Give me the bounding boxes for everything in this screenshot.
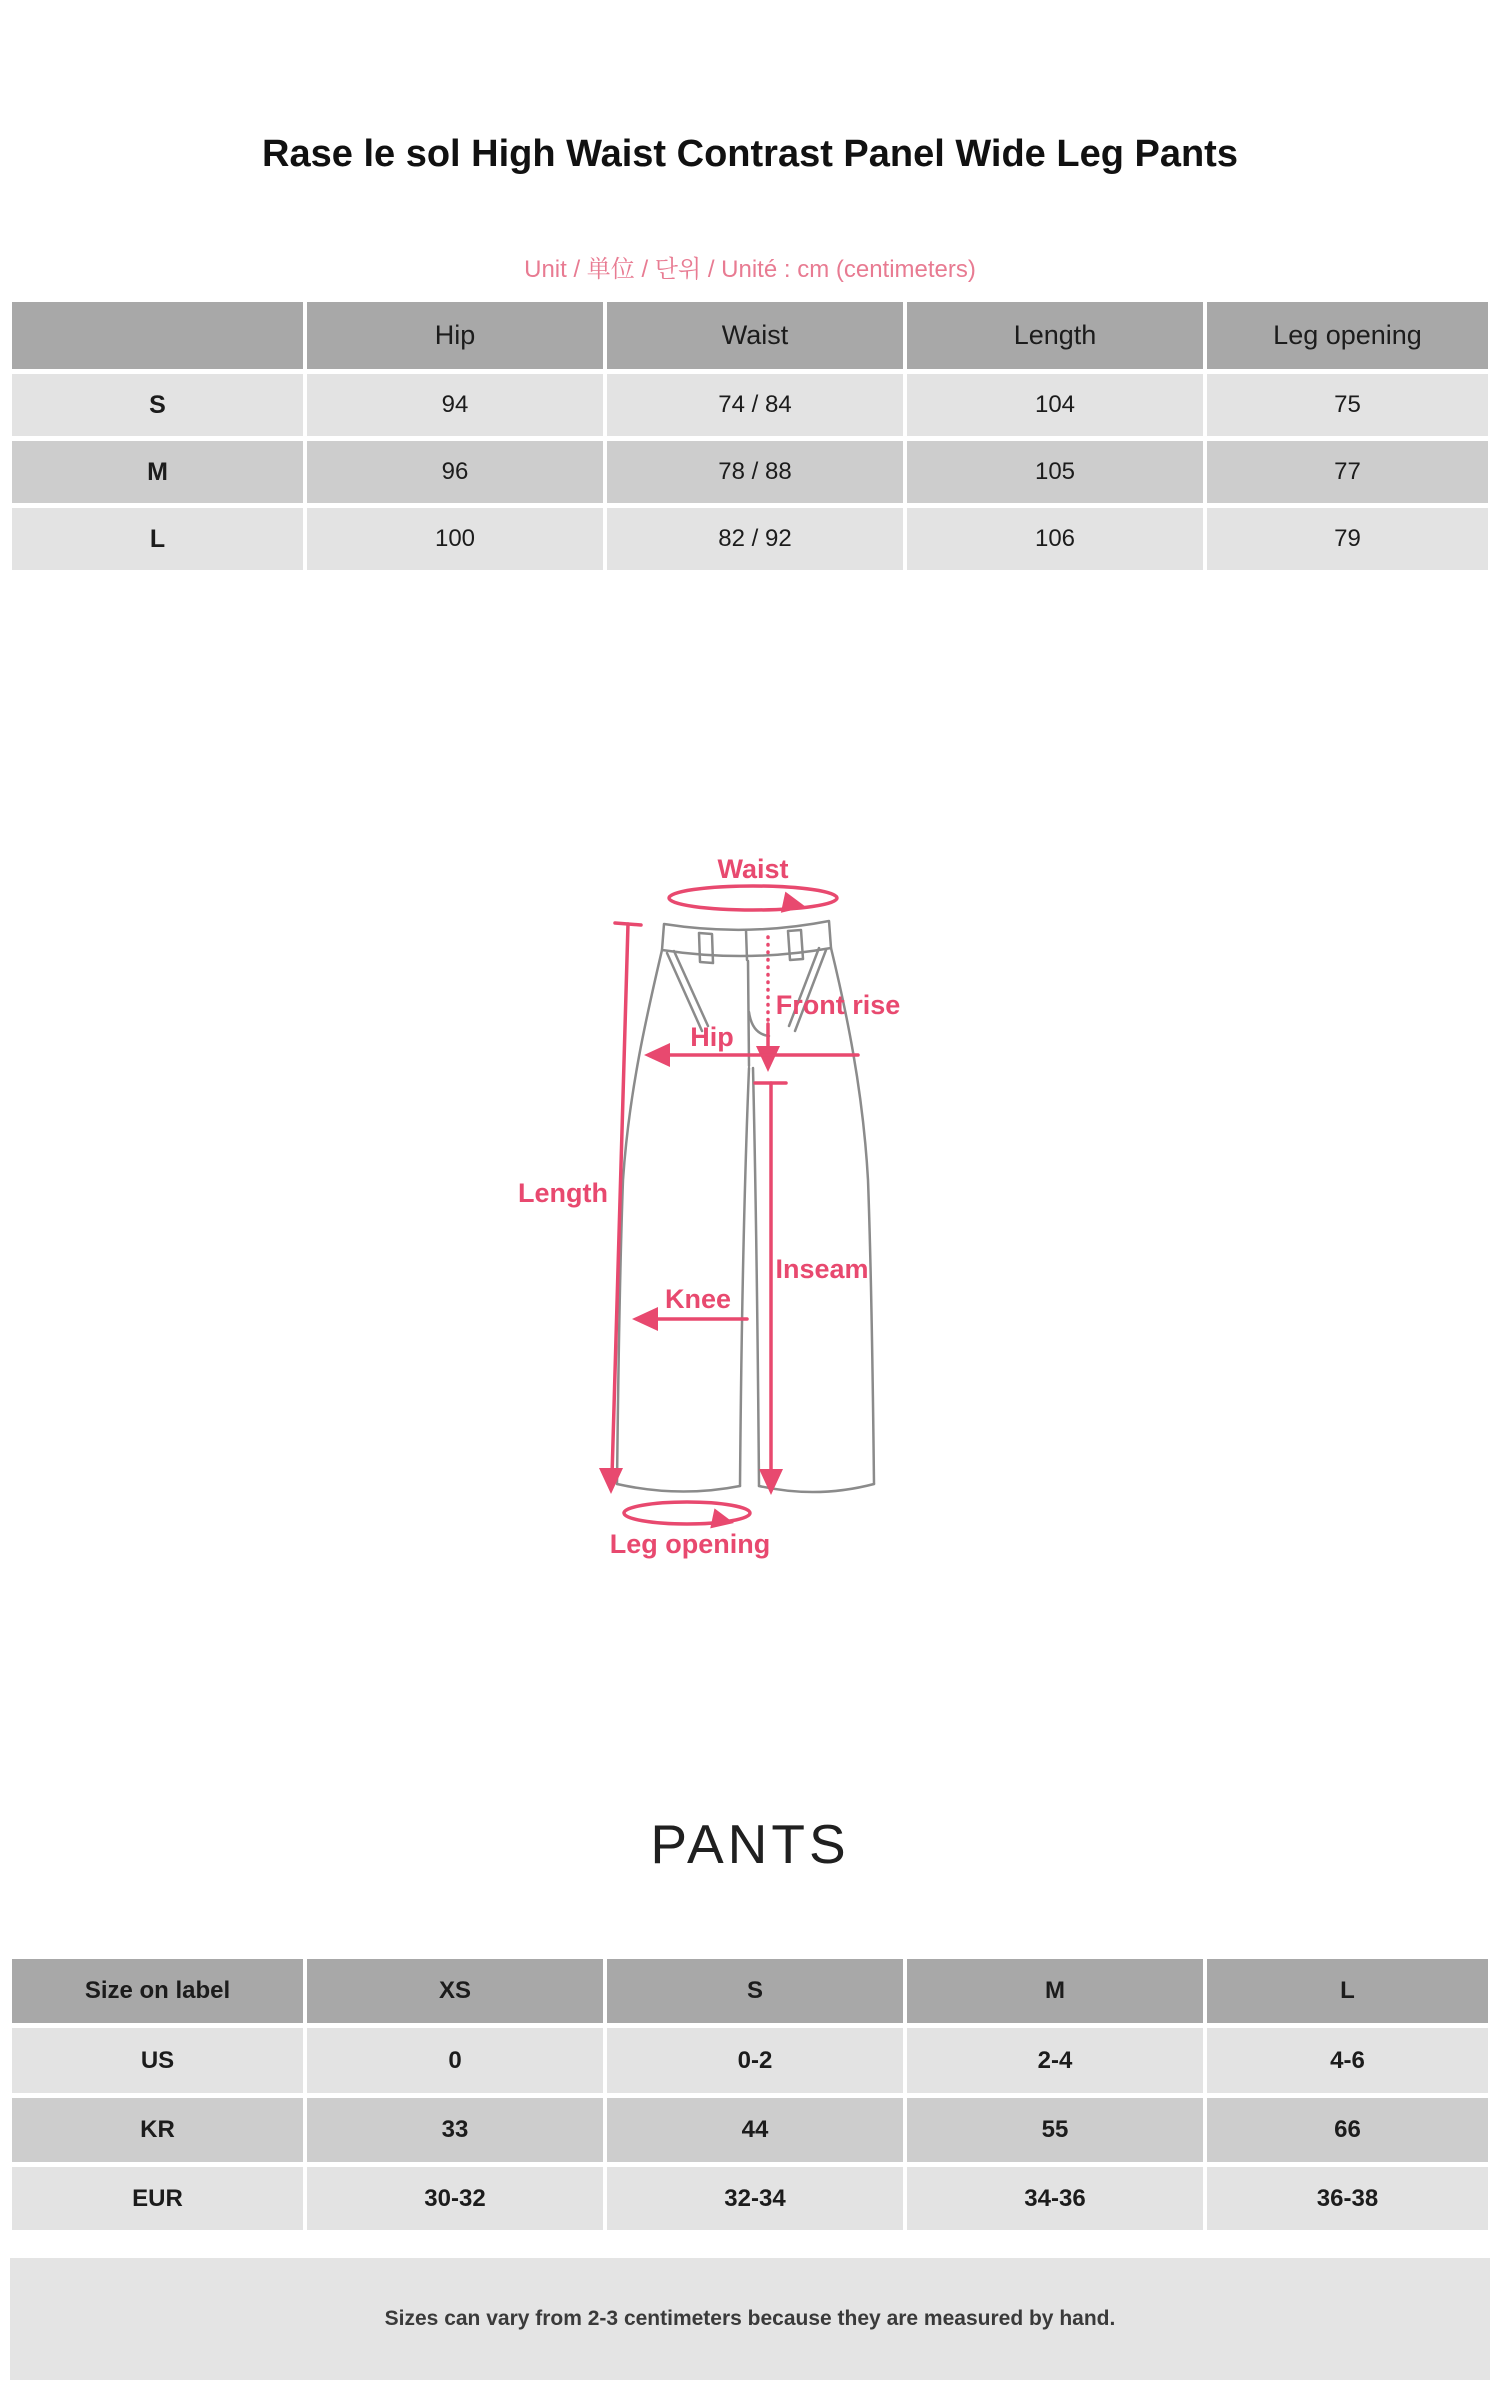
footer-band [10, 2258, 1490, 2380]
label-leg-opening: Leg opening [609, 1529, 771, 1559]
cell-eur-l: 36-38 [1207, 2167, 1488, 2230]
cell-m-waist: 78 / 88 [607, 441, 903, 503]
row-label-eur: EUR [12, 2167, 303, 2230]
cell-eur-xs: 30-32 [307, 2167, 603, 2230]
label-knee: Knee [664, 1284, 732, 1314]
page-title: Rase le sol High Waist Contrast Panel Wide Leg Pants [262, 133, 1238, 175]
cell-kr-l: 66 [1207, 2098, 1488, 2162]
label-waist: Waist [717, 854, 789, 884]
cell-m-leg-opening: 77 [1207, 441, 1488, 503]
cell-l-hip: 100 [307, 508, 603, 570]
cell-s-waist: 74 / 84 [607, 374, 903, 436]
length-arrow [599, 923, 641, 1494]
cell-kr-xs: 33 [307, 2098, 603, 2162]
label-front-rise: Front rise [775, 990, 901, 1020]
header-cell-xs: XS [307, 1959, 603, 2023]
label-inseam: Inseam [775, 1254, 869, 1284]
cell-s-length: 104 [907, 374, 1203, 436]
cell-us-l: 4-6 [1207, 2028, 1488, 2093]
cell-l-leg-opening: 79 [1207, 508, 1488, 570]
header-cell-l: L [1207, 1959, 1488, 2023]
cell-eur-m: 34-36 [907, 2167, 1203, 2230]
row-label-l: L [12, 508, 303, 570]
label-length: Length [518, 1178, 608, 1208]
waist-arrow [669, 886, 837, 918]
cell-us-m: 2-4 [907, 2028, 1203, 2093]
header-cell-length: Length [907, 302, 1203, 369]
section-heading-pants: PANTS [650, 1813, 850, 1875]
row-label-us: US [12, 2028, 303, 2093]
cell-s-leg-opening: 75 [1207, 374, 1488, 436]
cell-us-xs: 0 [307, 2028, 603, 2093]
cell-s-hip: 94 [307, 374, 603, 436]
header-cell-hip: Hip [307, 302, 603, 369]
cell-l-waist: 82 / 92 [607, 508, 903, 570]
measurement-table [12, 302, 1488, 570]
cell-m-hip: 96 [307, 441, 603, 503]
row-label-kr: KR [12, 2098, 303, 2162]
header-cell-leg-opening: Leg opening [1207, 302, 1488, 369]
cell-kr-m: 55 [907, 2098, 1203, 2162]
footer-note: Sizes can vary from 2-3 centimeters because they are measured by hand. [384, 2307, 1116, 2330]
size-conversion-table [12, 1959, 1488, 2230]
row-label-m: M [12, 441, 303, 503]
cell-m-length: 105 [907, 441, 1203, 503]
pants-measurement-diagram [500, 850, 970, 1570]
cell-kr-s: 44 [607, 2098, 903, 2162]
hip-arrow [644, 1043, 858, 1067]
header-cell-size-on-label: Size on label [12, 1959, 303, 2023]
label-hip: Hip [690, 1022, 734, 1052]
unit-note: Unit / 単位 / 단위 / Unité : cm (centimeters) [524, 256, 976, 283]
header-cell-s: S [607, 1959, 903, 2023]
row-label-s: S [12, 374, 303, 436]
header-cell-waist: Waist [607, 302, 903, 369]
cell-l-length: 106 [907, 508, 1203, 570]
cell-us-s: 0-2 [607, 2028, 903, 2093]
header-cell-m: M [907, 1959, 1203, 2023]
cell-eur-s: 32-34 [607, 2167, 903, 2230]
header-cell-empty [12, 302, 303, 369]
